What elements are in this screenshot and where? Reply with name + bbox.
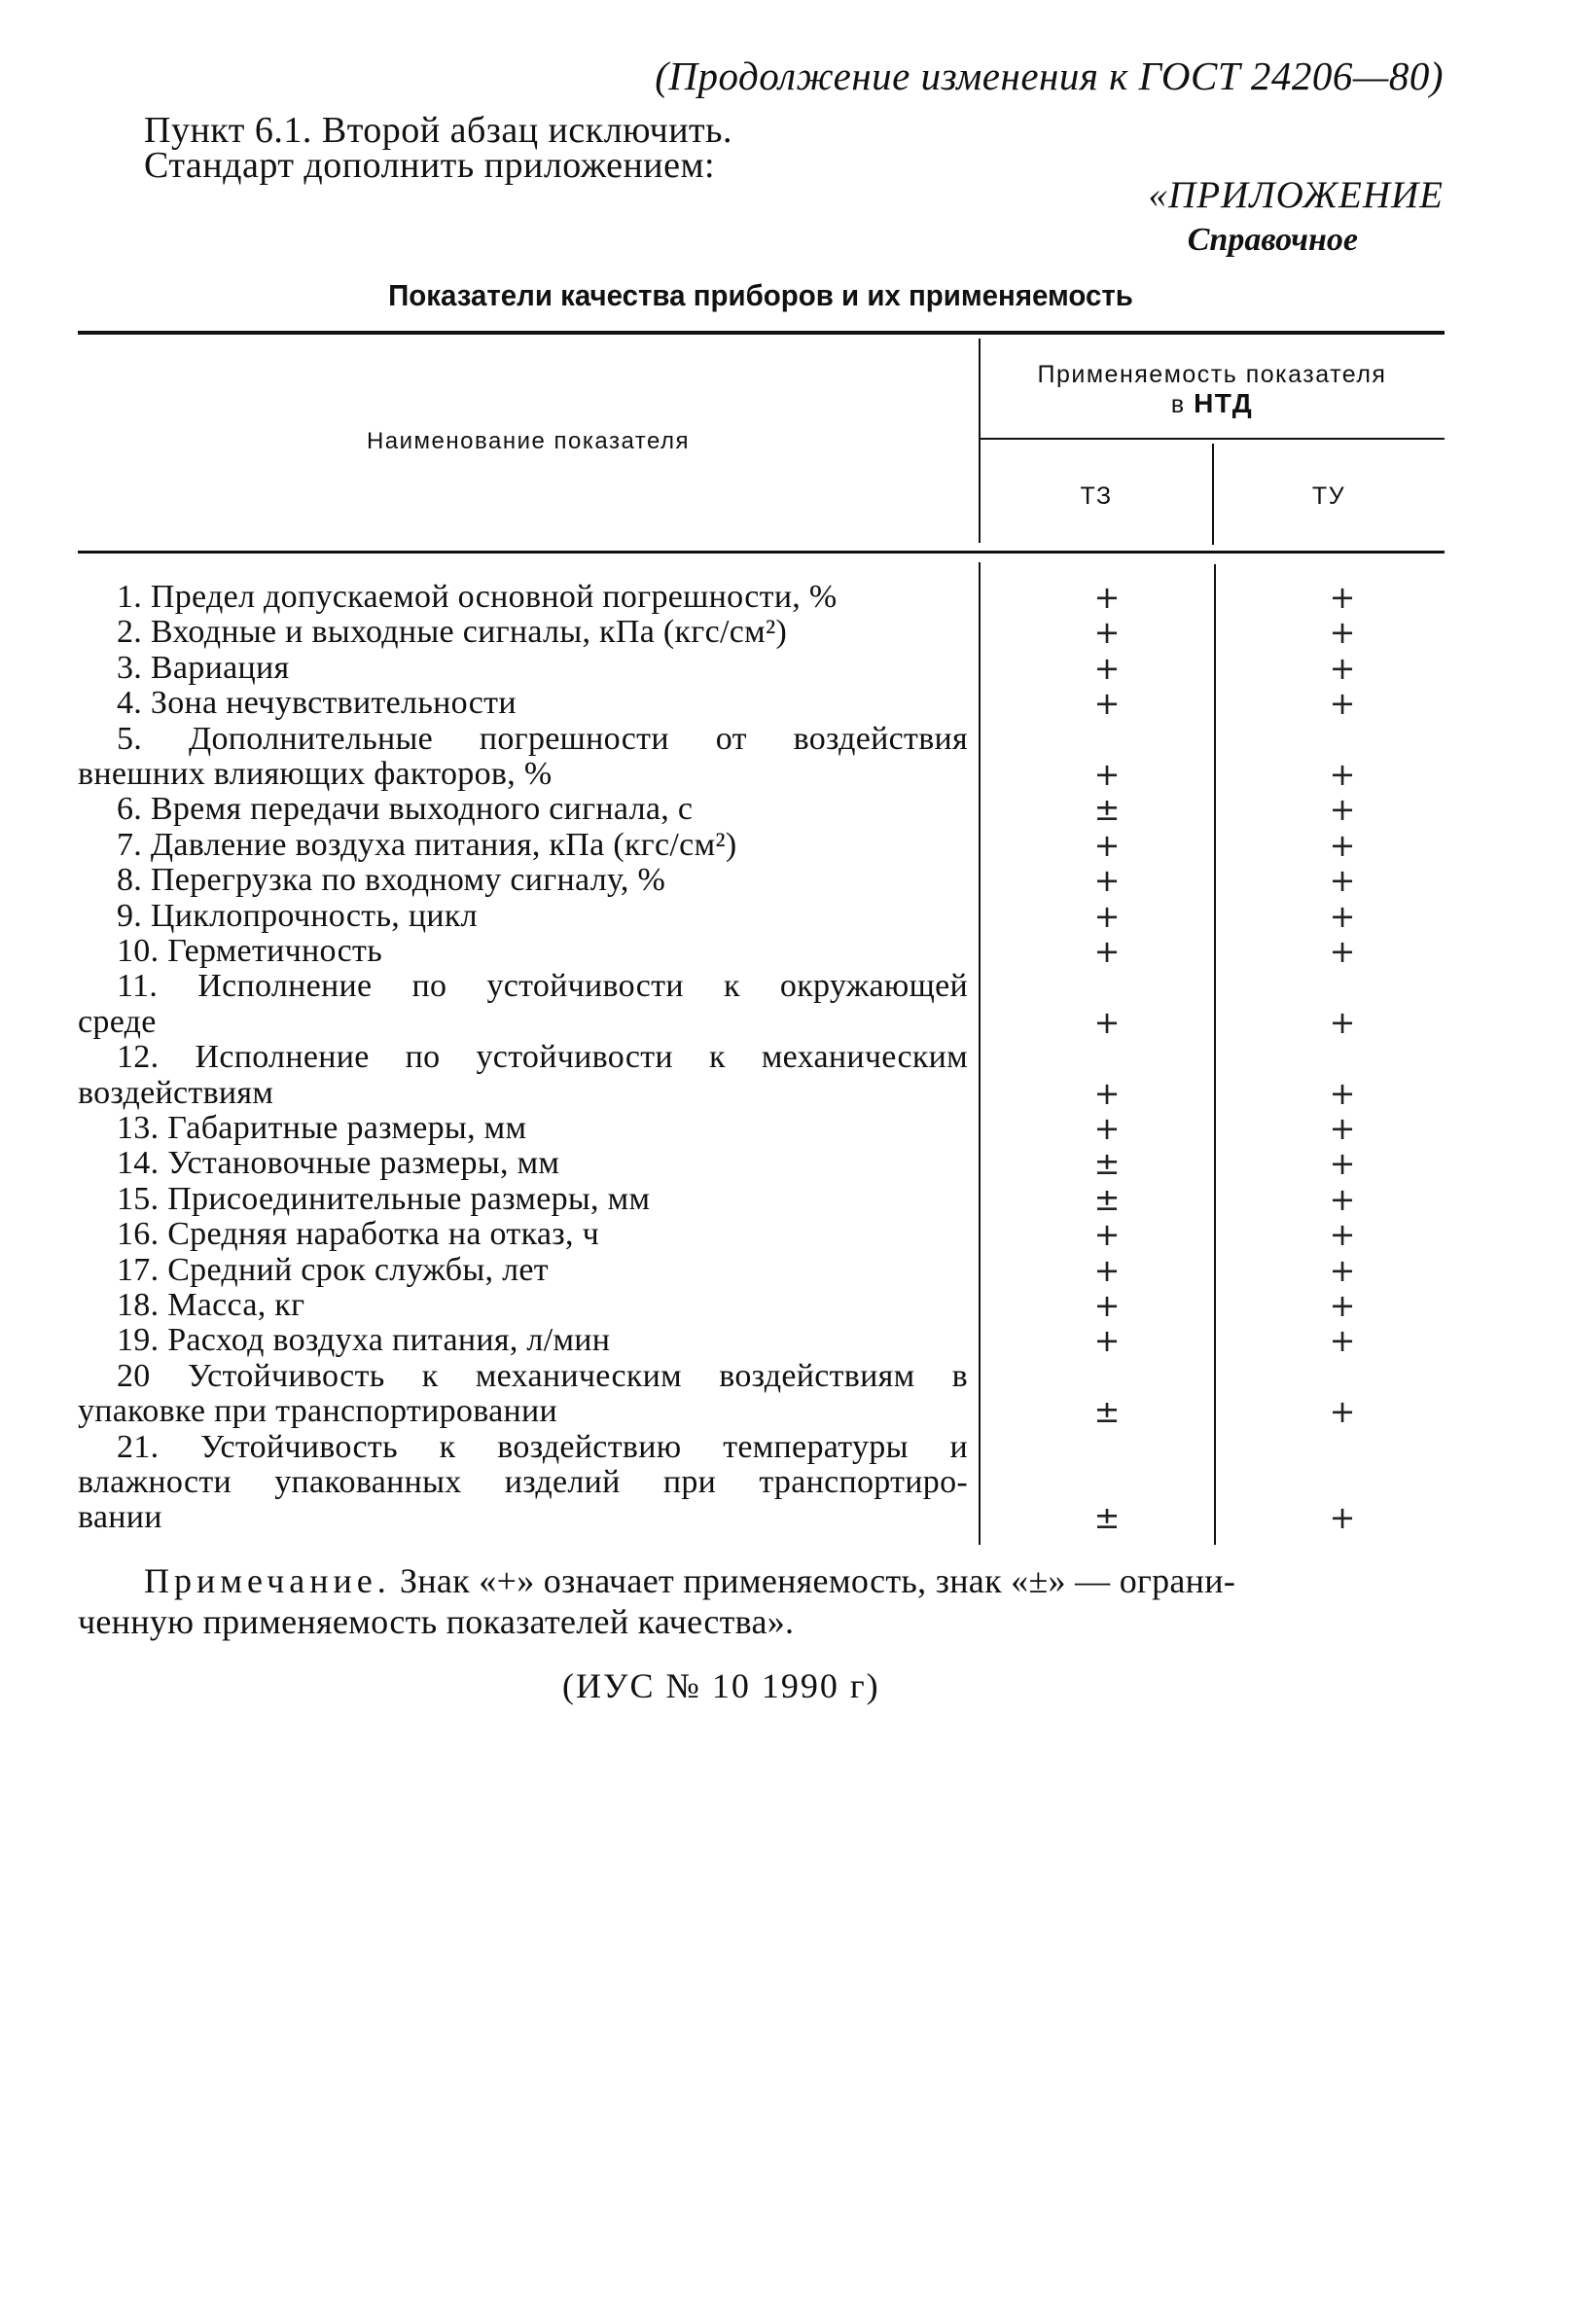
table-title: Показатели качества приборов и их применяемость [388, 278, 1133, 312]
column-header-applicability [981, 360, 1444, 419]
body-column-divider [979, 562, 981, 1545]
column-header-name: Наименование показателя [366, 428, 691, 454]
table-row-text: 10. Герметичность [117, 933, 382, 969]
table-row-text: 5. Дополнительные погрешности от воздействия [117, 720, 968, 757]
table-row-text: 6. Время передачи выходного сигнала, с [117, 791, 694, 828]
note-text-1: Знак «+» означает применяемость, знак «±» — ограни- [390, 1561, 1236, 1600]
note [144, 1560, 1444, 1601]
applicability-ntd: НТД [1194, 388, 1254, 418]
mark-tu: + [1329, 791, 1356, 829]
mark-tz: + [1093, 1110, 1121, 1147]
table-row-text: 2. Входные и выходные сигналы, кПа (кгс/см²) [117, 614, 788, 651]
mark-tu: + [1329, 897, 1356, 935]
table-row-text: 19. Расход воздуха питания, л/мин [117, 1322, 611, 1359]
mark-tu: + [1329, 1251, 1356, 1289]
table-row-text: 4. Зона нечувствительности [117, 685, 517, 722]
mark-tz: + [1093, 1251, 1121, 1289]
table-row-text: воздействиям [78, 1074, 274, 1111]
mark-tz: + [1093, 614, 1121, 652]
mark-tu: + [1329, 1110, 1356, 1147]
header-sub-rule [980, 438, 1445, 440]
mark-tz: + [1093, 1074, 1121, 1112]
table-row-text: 21. Устойчивость к воздействию температуры и [117, 1428, 968, 1465]
mark-tz: ± [1093, 1393, 1121, 1431]
header-bottom-rule [78, 551, 1445, 554]
mark-tz: + [1093, 862, 1121, 900]
continuation-header: (Продолжение изменения к ГОСТ 24206—80) [655, 54, 1444, 98]
table-row-text: 12. Исполнение по устойчивости к механическим [117, 1039, 968, 1076]
intro-line-2: Стандарт дополнить приложением: [144, 145, 716, 186]
note-label: Примечание. [144, 1561, 391, 1600]
mark-tu: + [1329, 826, 1356, 864]
mark-tz: + [1093, 756, 1121, 793]
mark-tu: + [1329, 1003, 1356, 1041]
mark-tz: + [1093, 685, 1121, 723]
mark-tu: + [1329, 614, 1356, 652]
appendix-title: «ПРИЛОЖЕНИЕ [1148, 174, 1444, 216]
table-row-text: влажности упакованных изделий при транспортиро- [78, 1464, 968, 1500]
mark-tu: + [1329, 933, 1356, 970]
mark-tz: + [1093, 826, 1121, 864]
column-header-tz: ТЗ [1080, 483, 1113, 510]
table-row-text: внешних влияющих факторов, % [78, 756, 553, 792]
table-row-text: 11. Исполнение по устойчивости к окружающей [117, 968, 968, 1005]
applicability-line-1: Применяемость показателя [1037, 361, 1387, 388]
mark-tu: + [1329, 649, 1356, 687]
table-row-text: 17. Средний срок службы, лет [117, 1251, 549, 1288]
table-row-text: 3. Вариация [117, 649, 290, 686]
mark-tz: ± [1093, 1499, 1121, 1537]
mark-tu: + [1329, 1393, 1356, 1431]
applicability-line-2 [981, 389, 1444, 419]
table-row-text: 15. Присоединительные размеры, мм [117, 1180, 651, 1217]
table-row-text: упаковке при транспортировании [78, 1393, 558, 1430]
mark-tu: + [1329, 685, 1356, 723]
mark-tu: + [1329, 1287, 1356, 1324]
mark-tu: + [1329, 1180, 1356, 1218]
mark-tz: + [1093, 897, 1121, 935]
mark-tu: + [1329, 1322, 1356, 1360]
table-row-text: 16. Средняя наработка на отказ, ч [117, 1216, 599, 1253]
mark-tz: + [1093, 579, 1121, 616]
mark-tz: + [1093, 649, 1121, 687]
mark-tu: + [1329, 1216, 1356, 1254]
table-row-text: 9. Циклопрочность, цикл [117, 897, 478, 934]
ius-reference: (ИУС № 10 1990 г) [562, 1666, 880, 1705]
table-row-text: среде [78, 1003, 157, 1040]
column-header-tu: ТУ [1311, 483, 1346, 510]
mark-tz: ± [1093, 1180, 1121, 1218]
mark-tu: + [1329, 1145, 1356, 1183]
table-row-text: 18. Масса, кг [117, 1287, 305, 1323]
table-row-text: 8. Перегрузка по входному сигналу, % [117, 862, 666, 899]
mark-tz: + [1093, 1322, 1121, 1360]
mark-tu: + [1329, 1499, 1356, 1537]
table-row-text: 14. Установочные размеры, мм [117, 1145, 560, 1182]
intro-line-1: Пункт 6.1. Второй абзац исключить. [144, 110, 732, 151]
mark-tz: ± [1093, 791, 1121, 829]
mark-tu: + [1329, 862, 1356, 900]
mark-tu: + [1329, 756, 1356, 793]
mark-tz: + [1093, 933, 1121, 970]
table-row-text: вании [78, 1499, 162, 1536]
table-row-text: 13. Габаритные размеры, мм [117, 1110, 527, 1146]
table-row-text: 7. Давление воздуха питания, кПа (кгс/см²) [117, 826, 737, 863]
note-text-2: ченную применяемость показателей качества». [78, 1602, 795, 1641]
mark-tu: + [1329, 1074, 1356, 1112]
mark-tz: + [1093, 1216, 1121, 1254]
applicability-prefix: в [1170, 391, 1195, 418]
appendix-subtitle: Справочное [1187, 222, 1358, 258]
mark-tz: + [1093, 1287, 1121, 1324]
body-subcolumn-divider [1214, 564, 1216, 1545]
table-top-rule [78, 331, 1445, 335]
mark-tu: + [1329, 579, 1356, 616]
mark-tz: ± [1093, 1145, 1121, 1183]
mark-tz: + [1093, 1003, 1121, 1041]
table-row-text: 20 Устойчивость к механическим воздействиям в [117, 1357, 968, 1394]
table-row-text: 1. Предел допускаемой основной погрешности, % [117, 579, 838, 615]
